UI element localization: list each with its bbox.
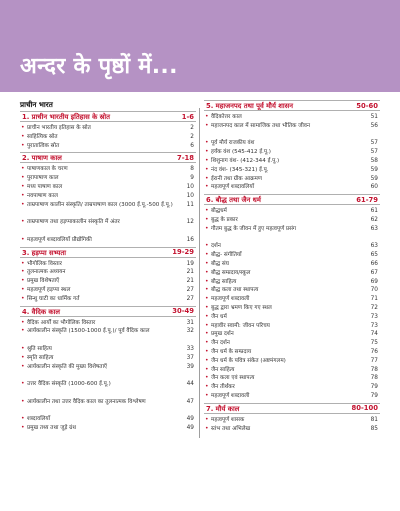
toc-section (20, 306, 196, 435)
entry-title: बौद्धधर्म (211, 208, 227, 215)
entry-page-number: 9 (190, 175, 194, 182)
entry-title: महावीर स्वामी: जीवन परिचय (211, 322, 270, 329)
toc-entry[interactable] (20, 415, 196, 424)
bullet-icon: • (21, 397, 25, 405)
section-heading[interactable] (20, 111, 196, 122)
entry-title: महत्वपूर्ण हड़प्पा स्थल (27, 286, 71, 293)
section-items (20, 317, 196, 435)
bullet-icon: • (205, 356, 209, 364)
section-title: 2. पाषाण काल (22, 154, 62, 163)
section-heading[interactable] (20, 152, 196, 163)
section-items (204, 205, 380, 403)
entry-title: महत्वपूर्ण शब्दावलियाँ (211, 184, 255, 191)
entry-title: जैन साहित्य (211, 366, 235, 373)
toc-entry[interactable] (204, 374, 380, 383)
bullet-icon: • (21, 424, 25, 432)
toc-entry[interactable] (204, 175, 380, 184)
section-title: 5. महाजनपद तथा पूर्व मौर्य शासन (206, 102, 293, 110)
bullet-icon: • (205, 277, 209, 285)
bullet-icon: • (205, 121, 209, 129)
entry-page-number: 73 (370, 313, 378, 320)
entry-page-number: 32 (186, 328, 194, 335)
section-page-range: 1-6 (181, 112, 194, 121)
section-items (204, 111, 380, 194)
toc-section (204, 100, 380, 194)
toc-entry[interactable] (204, 416, 380, 425)
bullet-icon: • (205, 365, 209, 373)
toc-entry[interactable] (204, 242, 380, 251)
bullet-icon: • (205, 165, 209, 173)
entry-title: जैन दर्शन (211, 340, 230, 347)
entry-title: गौतम बुद्ध के जीवन में हुए महत्वपूर्ण प्रसंग (211, 225, 297, 232)
toc-entry[interactable] (204, 251, 380, 260)
section-items (204, 414, 380, 436)
entry-page-number: 8 (190, 166, 194, 173)
bullet-icon: • (205, 383, 209, 391)
entry-page-number: 27 (186, 286, 194, 293)
section-items (20, 258, 196, 306)
toc-entry[interactable] (20, 345, 196, 354)
toc-entry[interactable] (204, 269, 380, 278)
entry-title: नवपाषाण काल (27, 192, 58, 199)
entry-title: आर्यकालीन तथा उत्तर वैदिक काल का तुलनात्मक विश्लेषण (27, 398, 146, 405)
entry-page-number: 73 (370, 322, 378, 329)
entry-title: पूर्व मौर्य राजकीय वंश (211, 140, 255, 147)
section-page-range: 61-79 (356, 195, 378, 204)
bullet-icon: • (21, 174, 25, 182)
entry-title: प्रमुख तथ्य तथा जुड़े ग्रंथ (27, 425, 76, 432)
entry-page-number: 11 (186, 201, 194, 208)
entry-title: जैन धर्म के पवित्र संकेत (अष्टमंगलम) (211, 357, 286, 364)
entry-page-number: 2 (190, 125, 194, 131)
entry-page-number: 44 (186, 381, 194, 388)
entry-title: सिन्धु घाटी का धार्मिक गर्त (27, 295, 80, 302)
entry-title: आर्यकालीन संस्कृति (1500-1000 ई.पू.)/ पूर्व वैदिक काल (27, 328, 150, 335)
bullet-icon: • (21, 362, 25, 370)
section-page-range: 80-100 (351, 404, 378, 413)
entry-page-number: 62 (370, 216, 378, 223)
bullet-icon: • (205, 139, 209, 147)
entry-page-number: 67 (370, 269, 378, 276)
toc-entry[interactable] (20, 165, 196, 174)
toc-entry[interactable] (20, 183, 196, 192)
entry-title: बौद्ध कला तथा स्थापत्य (211, 287, 259, 294)
toc-entry[interactable] (20, 268, 196, 277)
entry-title: जैन कला एवं स्थापत्य (211, 375, 255, 382)
toc-entry[interactable] (204, 113, 380, 122)
entry-page-number: 47 (186, 398, 194, 405)
bullet-icon: • (21, 218, 25, 226)
entry-title: बौद्ध- संगीतियाँ (211, 252, 242, 259)
entry-page-number: 63 (370, 243, 378, 250)
entry-title: जैन तीर्थंकर (211, 384, 235, 391)
entry-title: महाजनपद काल में सामाजिक तथा भौतिक जीवन (211, 122, 310, 129)
section-heading[interactable] (204, 403, 380, 414)
entry-title: शब्दावलियाँ (27, 416, 51, 423)
bullet-icon: • (21, 165, 25, 173)
entry-page-number: 10 (186, 183, 194, 190)
entry-page-number: 74 (370, 331, 378, 338)
bullet-icon: • (21, 380, 25, 388)
bullet-icon: • (205, 224, 209, 232)
entry-title: हर्यक वंश (545-412 ई.पू.) (211, 149, 271, 156)
left-column (20, 100, 196, 435)
entry-page-number: 37 (186, 354, 194, 361)
section-heading[interactable] (204, 100, 380, 111)
toc-entry[interactable] (204, 383, 380, 392)
toc-entry[interactable] (20, 124, 196, 133)
bullet-icon: • (205, 321, 209, 329)
entry-page-number: 71 (370, 296, 378, 303)
bullet-icon: • (205, 339, 209, 347)
entry-page-number: 58 (370, 157, 378, 164)
toc-entry[interactable] (20, 133, 196, 142)
bullet-icon: • (205, 391, 209, 399)
bullet-icon: • (21, 182, 25, 190)
bullet-icon: • (21, 277, 25, 285)
toc-entry[interactable] (204, 166, 380, 175)
entry-title: पाषाणकाल के चरण (27, 166, 68, 173)
entry-page-number: 76 (370, 348, 378, 355)
bullet-icon: • (205, 295, 209, 303)
entry-page-number: 79 (370, 392, 378, 399)
section-page-range: 7-18 (176, 153, 194, 162)
entry-title: जैन धर्म के सम्प्रदाय (211, 348, 252, 355)
toc-entry[interactable] (20, 354, 196, 363)
toc-entry[interactable] (204, 139, 380, 148)
bullet-icon: • (205, 347, 209, 355)
bullet-icon: • (205, 207, 209, 215)
part-heading: प्राचीन भारत (20, 100, 53, 109)
bullet-icon: • (21, 235, 25, 243)
toc-entry[interactable] (204, 322, 380, 331)
entry-title: महत्वपूर्ण शासक (211, 416, 245, 423)
entry-title: ताम्रपाषाण कालीन संस्कृति/ ताम्रपाषाण काल (3000 ई.पू.-500 ई.पू.) (27, 201, 173, 208)
entry-page-number: 16 (186, 236, 194, 243)
entry-page-number: 65 (370, 252, 378, 259)
entry-page-number: 77 (370, 357, 378, 364)
toc-section (204, 194, 380, 403)
entry-title: मध्य पाषाण काल (27, 183, 63, 190)
bullet-icon: • (205, 251, 209, 259)
bullet-icon: • (21, 353, 25, 361)
entry-page-number: 66 (370, 260, 378, 267)
entry-title: महत्वपूर्ण शब्दावली (211, 296, 250, 303)
bullet-icon: • (205, 415, 209, 423)
entry-title: बुद्ध के प्रकार (211, 216, 238, 223)
entry-page-number: 57 (370, 140, 378, 147)
toc-entry[interactable] (20, 192, 196, 201)
toc-entry[interactable] (204, 339, 380, 348)
entry-title: वैदिकोत्तर काल (211, 114, 242, 120)
section-items (20, 163, 196, 246)
entry-title: पुरातात्विक स्रोत (27, 142, 60, 149)
bullet-icon: • (205, 374, 209, 382)
toc-entry[interactable] (20, 174, 196, 183)
section-title: 6. बौद्ध तथा जैन धर्म (206, 196, 261, 205)
entry-title: महत्वपूर्ण शब्दावलियाँ प्रौद्योगिकी (27, 236, 92, 243)
entry-page-number: 70 (370, 287, 378, 294)
entry-page-number: 21 (186, 278, 194, 285)
toc-entry[interactable] (204, 207, 380, 216)
bullet-icon: • (205, 215, 209, 223)
toc-entry[interactable] (204, 157, 380, 166)
toc-entry[interactable] (204, 330, 380, 339)
entry-page-number: 21 (186, 269, 194, 276)
toc-entry[interactable] (204, 216, 380, 225)
entry-page-number: 78 (370, 366, 378, 373)
bullet-icon: • (21, 318, 25, 326)
column-divider (199, 108, 200, 438)
toc-entry[interactable] (20, 218, 196, 236)
entry-page-number: 12 (186, 219, 194, 226)
section-page-range: 30-49 (172, 307, 194, 316)
bullet-icon: • (21, 327, 25, 335)
toc-section (204, 403, 380, 436)
bullet-icon: • (205, 242, 209, 250)
bullet-icon: • (21, 294, 25, 302)
entry-page-number: 69 (370, 278, 378, 285)
bullet-icon: • (21, 259, 25, 267)
toc-entry[interactable] (20, 380, 196, 398)
section-title: 7. मौर्य काल (206, 404, 240, 413)
section-page-range: 19-29 (172, 248, 194, 257)
entry-title: वैदिक आर्यों का भौगोलिक विस्तार (27, 319, 96, 326)
page-title: अन्दर के पृष्ठों में... (20, 54, 178, 79)
entry-page-number: 51 (370, 114, 378, 120)
entry-title: दर्शन (211, 243, 221, 250)
section-title: 3. हड़प्पा सभ्यता (22, 248, 67, 257)
entry-title: भौगोलिक विस्तार (27, 260, 62, 267)
toc-entry[interactable] (204, 225, 380, 243)
entry-title: तुलनात्मक अध्ययन (27, 269, 66, 276)
toc-entry[interactable] (204, 122, 380, 140)
entry-page-number: 49 (186, 425, 194, 432)
entry-page-number: 49 (186, 416, 194, 423)
toc-entry[interactable] (20, 142, 196, 151)
bullet-icon: • (205, 268, 209, 276)
section-heading[interactable] (20, 306, 196, 317)
entry-page-number: 81 (370, 416, 378, 423)
bullet-icon: • (205, 183, 209, 191)
toc-entry[interactable] (20, 319, 196, 328)
entry-page-number: 79 (370, 384, 378, 391)
toc-entry[interactable] (20, 201, 196, 219)
entry-title: स्मृति साहित्य (27, 354, 54, 361)
entry-page-number: 61 (370, 208, 378, 215)
entry-title: नंद वंश- (345-321) ई.पू. (211, 166, 269, 173)
toc-entry[interactable] (204, 348, 380, 357)
bullet-icon: • (205, 156, 209, 164)
entry-title: उत्तर वैदिक संस्कृति (1000-600 ई.पू.) (27, 381, 111, 388)
entry-title: शिशुनाग वंश- (412-344 ई.पू.) (211, 157, 280, 164)
entry-title: ताम्रपाषाण तथा हड़प्पाकालीन संस्कृति में अंतर (27, 219, 120, 226)
toc-entry[interactable] (20, 398, 196, 416)
bullet-icon: • (205, 113, 209, 120)
toc-section (20, 247, 196, 306)
toc-entry[interactable] (20, 424, 196, 433)
toc-entry[interactable] (204, 313, 380, 322)
bullet-icon: • (205, 286, 209, 294)
right-column (204, 100, 380, 435)
entry-page-number: 19 (186, 260, 194, 267)
section-title: 4. वैदिक काल (22, 307, 61, 316)
entry-page-number: 57 (370, 149, 378, 156)
bullet-icon: • (21, 132, 25, 140)
section-items (20, 122, 196, 152)
entry-page-number: 75 (370, 340, 378, 347)
entry-title: महत्वपूर्ण शब्दावली (211, 392, 250, 399)
entry-title: बौद्ध सम्प्रदाय/स्कूल (211, 269, 251, 276)
entry-page-number: 33 (186, 345, 194, 352)
entry-title: स्तंभ तथा अभिलेख (211, 425, 251, 432)
entry-title: आर्यकालीन संस्कृति की मुख्य विशेषताएँ (27, 363, 107, 370)
toc-section (20, 111, 196, 152)
entry-page-number: 63 (370, 225, 378, 232)
entry-title: बौद्ध साहित्य (211, 278, 237, 285)
bullet-icon: • (21, 344, 25, 352)
bullet-icon: • (205, 330, 209, 338)
entry-page-number: 60 (370, 184, 378, 191)
toc-entry[interactable] (204, 260, 380, 269)
toc-entry[interactable] (204, 304, 380, 313)
entry-page-number: 27 (186, 295, 194, 302)
toc-entry[interactable] (204, 183, 380, 192)
bullet-icon: • (21, 268, 25, 276)
entry-title: बुद्ध द्वारा भ्रमण किए गए स्थल (211, 304, 272, 311)
bullet-icon: • (21, 191, 25, 199)
toc-entry[interactable] (204, 295, 380, 304)
toc-entry[interactable] (20, 295, 196, 304)
section-title: 1. प्राचीन भारतीय इतिहास के स्रोत (22, 113, 110, 121)
bullet-icon: • (205, 148, 209, 156)
entry-page-number: 31 (186, 319, 194, 326)
bullet-icon: • (205, 174, 209, 182)
toc-entry[interactable] (204, 148, 380, 157)
toc-entry[interactable] (20, 327, 196, 345)
entry-title: प्राचीन भारतीय इतिहास के स्रोत (27, 125, 91, 131)
entry-title: बौद्ध संघ (211, 260, 229, 267)
toc-entry[interactable] (20, 286, 196, 295)
entry-page-number: 59 (370, 175, 378, 182)
bullet-icon: • (21, 415, 25, 423)
toc-entry[interactable] (204, 357, 380, 366)
bullet-icon: • (205, 303, 209, 311)
bullet-icon: • (21, 141, 25, 149)
toc-entry[interactable] (204, 286, 380, 295)
header-banner (0, 0, 400, 92)
toc-entry[interactable] (204, 392, 380, 401)
entry-title: प्रमुख विशेषताएँ (27, 278, 60, 285)
toc-entry[interactable] (20, 277, 196, 286)
toc-entry[interactable] (20, 236, 196, 245)
bullet-icon: • (205, 259, 209, 267)
bullet-icon: • (205, 424, 209, 432)
entry-page-number: 39 (186, 363, 194, 370)
section-page-range: 50-60 (356, 101, 378, 110)
entry-page-number: 56 (370, 122, 378, 129)
entry-page-number: 59 (370, 166, 378, 173)
entry-page-number: 10 (186, 192, 194, 199)
entry-title: जैन धर्म (211, 313, 227, 320)
bullet-icon: • (21, 124, 25, 131)
entry-page-number: 2 (190, 133, 194, 140)
bullet-icon: • (205, 312, 209, 320)
toc-entry[interactable] (20, 260, 196, 269)
entry-page-number: 72 (370, 304, 378, 311)
section-heading[interactable] (20, 247, 196, 258)
entry-title: पुरापाषाण काल (27, 175, 59, 182)
entry-page-number: 85 (370, 425, 378, 432)
section-heading[interactable] (204, 194, 380, 205)
toc-entry[interactable] (204, 366, 380, 375)
toc-entry[interactable] (204, 278, 380, 287)
bullet-icon: • (21, 200, 25, 208)
entry-title: प्रमुख दर्शन (211, 331, 234, 338)
entry-title: साहित्यिक स्रोत (27, 133, 58, 140)
toc-section (20, 152, 196, 246)
entry-title: श्रुति साहित्य (27, 345, 52, 352)
entry-title: ईरानी तथा ग्रीक आक्रमण (211, 175, 262, 182)
entry-page-number: 6 (190, 142, 194, 149)
bullet-icon: • (21, 285, 25, 293)
toc-entry[interactable] (204, 425, 380, 434)
toc-entry[interactable] (20, 363, 196, 381)
entry-page-number: 78 (370, 375, 378, 382)
